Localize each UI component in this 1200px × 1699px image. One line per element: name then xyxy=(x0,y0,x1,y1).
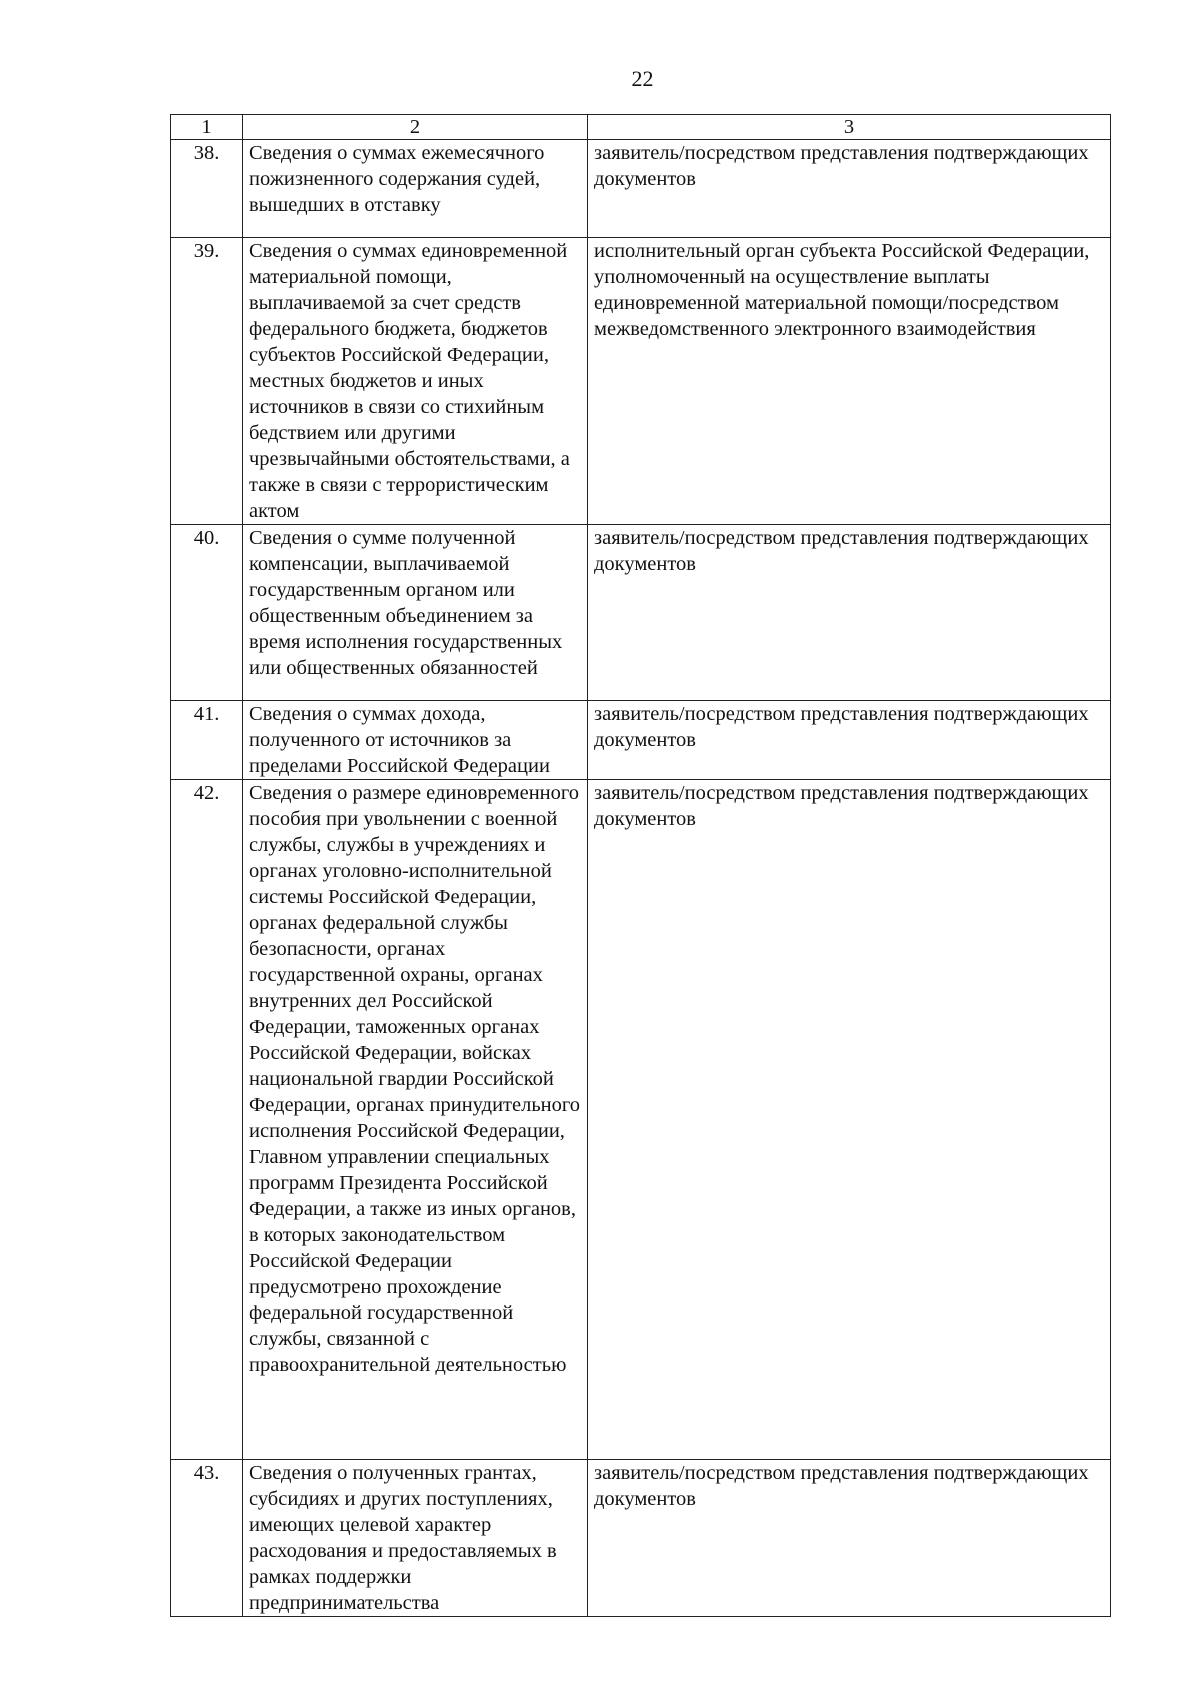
table-row xyxy=(171,140,1111,238)
column-header-description: 2 xyxy=(243,115,588,140)
table-header-row xyxy=(171,115,1111,140)
row-source: исполнительный орган субъекта Российской Федерации, уполномоченный на осуществление выплаты единовременной материальной помощи/посредством межведомственного электронного взаимодействия xyxy=(588,238,1111,525)
page-number: 22 xyxy=(631,66,654,91)
document-table xyxy=(170,114,1111,1617)
row-description: Сведения о размере единовременного пособия при увольнении с военной службы, службы в учреждениях и органах уголовно-исполнительной системы Российской Федерации, органах федеральной службы безопасности, органах государственной охраны, органах внутренних дел Российской Федерации, таможенных органах Российской Федерации, войсках национальной гвардии Российской Федерации, органах принудительного исполнения Российской Федерации, Главном управлении специальных программ Президента Российской Федерации, а также из иных органов, в которых законодательством Российской Федерации предусмотрено прохождение федеральной государственной службы, связанной с правоохранительной деятельностью xyxy=(243,780,588,1460)
row-description: Сведения о суммах дохода, полученного от источников за пределами Российской Федерации xyxy=(243,701,588,780)
row-source: заявитель/посредством представления подтверждающих документов xyxy=(588,780,1111,1460)
column-header-source: 3 xyxy=(588,115,1111,140)
table-row xyxy=(171,701,1111,780)
row-number: 41. xyxy=(171,701,243,780)
row-number: 42. xyxy=(171,780,243,1460)
row-source: заявитель/посредством представления подтверждающих документов xyxy=(588,1460,1111,1617)
row-source: заявитель/посредством представления подтверждающих документов xyxy=(588,525,1111,701)
row-description: Сведения о полученных грантах, субсидиях и других поступлениях, имеющих целевой характер расходования и предоставляемых в рамках поддержки предпринимательства xyxy=(243,1460,588,1617)
column-header-number: 1 xyxy=(171,115,243,140)
row-source: заявитель/посредством представления подтверждающих документов xyxy=(588,701,1111,780)
row-description: Сведения о суммах ежемесячного пожизненного содержания судей, вышедших в отставку xyxy=(243,140,588,238)
table-row xyxy=(171,1460,1111,1617)
table-row xyxy=(171,780,1111,1460)
row-description: Сведения о суммах единовременной материальной помощи, выплачиваемой за счет средств федерального бюджета, бюджетов субъектов Российской Федерации, местных бюджетов и иных источников в связи со стихийным бедствием или другими чрезвычайными обстоятельствами, а также в связи с террористическим актом xyxy=(243,238,588,525)
row-description: Сведения о сумме полученной компенсации, выплачиваемой государственным органом или общественным объединением за время исполнения государственных или общественных обязанностей xyxy=(243,525,588,701)
row-number: 43. xyxy=(171,1460,243,1617)
row-number: 40. xyxy=(171,525,243,701)
row-number: 39. xyxy=(171,238,243,525)
row-source: заявитель/посредством представления подтверждающих документов xyxy=(588,140,1111,238)
table-row xyxy=(171,525,1111,701)
row-number: 38. xyxy=(171,140,243,238)
table-row xyxy=(171,238,1111,525)
